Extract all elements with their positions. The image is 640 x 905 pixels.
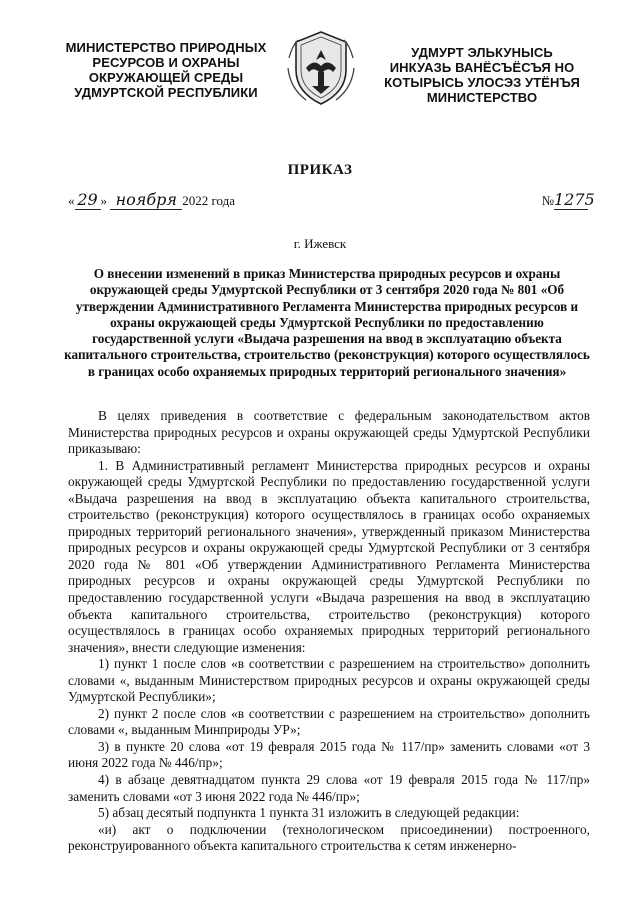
ministry-name-line: ОКРУЖАЮЩЕЙ СРЕДЫ: [88, 70, 244, 85]
order-title: О внесении изменений в приказ Министерства природных ресурсов и охраны окружающей среды Удмуртской Республики от 3 сентября 2020 года № 801 «Об утверждении Административного Регламента Министерства природных ресурсов и охраны окружающей среды Удмуртской Республики по предоставлению государственной услуги «Выдача разрешения на ввод в эксплуатацию объекта капитального строительства, строительство (реконструкция) которого осуществлялось в границах особо охраняемых природных территорий регионального значения»: [64, 266, 590, 379]
paragraph: 1) пункт 1 после слов «в соответствии с разрешением на строительство» дополнить словами «, выданным Министерством природных ресурсов и охраны окружающей среды Удмуртской Республики»;: [68, 656, 590, 705]
document-type-title: ПРИКАЗ: [287, 162, 353, 178]
date-year: 2022 года: [182, 193, 236, 208]
paragraph: «и) акт о подключении (технологическом присоединении) построенного, реконструированного объекта капитального строительства к сетям инженерно-: [68, 821, 590, 854]
ministry-name-line: МИНИСТЕРСТВО: [426, 90, 538, 105]
date: [68, 190, 235, 210]
paragraph: 4) в абзаце девятнадцатом пункта 29 слова «от 19 февраля 2015 года № 117/пр» заменить словами «от 3 июня 2022 года № 446/пр»;: [68, 772, 590, 804]
city: г. Ижевск: [293, 236, 347, 251]
ministry-name-line: КОТЫРЫСЬ УЛОСЭЗ УТЁНЪЯ: [384, 75, 580, 90]
number-prefix: №: [541, 193, 554, 208]
date-month: ноября: [110, 190, 182, 210]
paragraph: 1. В Административный регламент Министерства природных ресурсов и охраны окружающей среды Удмуртской Республики по предоставлению государственной услуги «Выдача разрешения на ввод в эксплуатацию объекта капитального строительства, строительство (реконструкция) которого осуществлялось в границах особо охраняемых природных территорий регионального значения», утвержденный приказом Министерства природных ресурсов и охраны окружающей среды Удмуртской Республики от 3 сентября 2020 года № 801 «Об утверждении Административного Регламента Министерства природных ресурсов и охраны окружающей среды Удмуртской Республики по предоставлению государственной услуги «Выдача разрешения на ввод в эксплуатацию объекта капитального строительства, строительство (реконструкция) которого осуществлялось в границах особо охраняемых природных территорий регионального значения», внести следующие изменения:: [68, 457, 590, 655]
ministry-name-line: ИНКУАЗЬ ВАНЁСЪЁСЪЯ НО: [389, 60, 575, 75]
ministry-name-udmurt: [377, 45, 587, 105]
coat-of-arms-emblem: [286, 28, 356, 108]
paragraph: 2) пункт 2 после слов «в соответствии с разрешением на строительство» дополнить словами «, выданным Минприроды УР»;: [68, 705, 590, 738]
paragraph: 5) абзац десятый подпункта 1 пункта 31 изложить в следующей редакции:: [98, 805, 520, 821]
date-and-number-line: [68, 190, 595, 212]
paragraph: 3) в пункте 20 слова «от 19 февраля 2015 года № 117/пр» заменить словами «от 3 июня 2022 года № 446/пр»;: [68, 738, 590, 771]
number-value: 1275: [554, 190, 595, 209]
order-body: [68, 408, 590, 855]
ministry-name-line: МИНИСТЕРСТВО ПРИРОДНЫХ: [65, 40, 267, 55]
date-close-quote: »: [100, 193, 107, 208]
order-number: [541, 190, 595, 210]
date-day: 29: [75, 190, 101, 210]
ministry-name-line: УДМУРТ ЭЛЬКУНЫСЬ: [411, 45, 553, 60]
ministry-name-line: УДМУРТСКОЙ РЕСПУБЛИКИ: [74, 85, 258, 100]
date-open-quote: «: [68, 193, 75, 208]
ministry-name-line: РЕСУРСОВ И ОХРАНЫ: [92, 55, 240, 70]
ministry-name-russian: [55, 40, 277, 100]
paragraph: В целях приведения в соответствие с федеральным законодательством актов Министерства природных ресурсов и охраны окружающей среды Удмуртской Республики приказываю:: [68, 408, 590, 457]
